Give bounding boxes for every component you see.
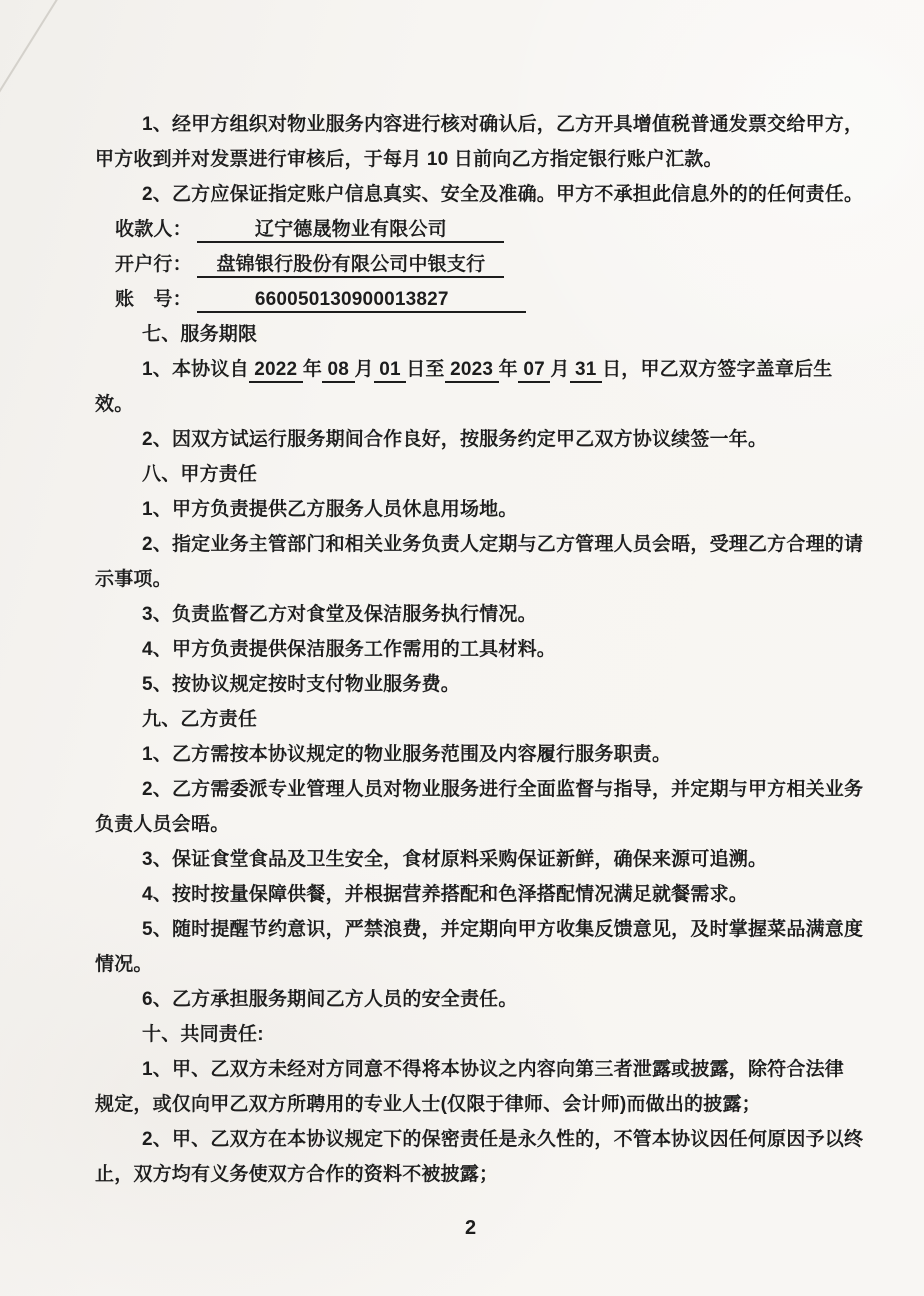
clause-joint-1 [95, 1052, 885, 1087]
account-field [95, 282, 885, 317]
section-7-heading [95, 317, 885, 352]
clause-partyB-2-cont [95, 807, 885, 842]
clause-partyB-1 [95, 737, 885, 772]
clause-partyB-3 [95, 842, 885, 877]
clause-partyB-5 [95, 912, 885, 947]
clause-term-1 [95, 352, 885, 387]
text-segment: 2、甲、乙双方在本协议规定下的保密责任是永久性的，不管本协议因任何原因予以终 [142, 1129, 864, 1150]
payee-field [95, 212, 885, 247]
text-segment: 八、甲方责任 [142, 464, 258, 485]
text-segment: 效。 [95, 394, 134, 415]
clause-payment-1 [95, 107, 885, 142]
clause-payment-2 [95, 177, 885, 212]
filled-blank-value: 660050130900013827 [197, 289, 525, 313]
text-segment: 4、按时按量保障供餐，并根据营养搭配和色泽搭配情况满足就餐需求。 [142, 884, 748, 905]
text-segment: 负责人员会晤。 [95, 814, 230, 835]
clause-payment-1-cont [95, 142, 885, 177]
text-segment: 九、乙方责任 [142, 709, 258, 730]
text-segment: 年 [302, 359, 323, 380]
text-segment: 示事项。 [95, 569, 172, 590]
text-segment: 日至 [406, 359, 445, 380]
bank-field [95, 247, 885, 282]
scan-crease-artifact [0, 0, 72, 114]
filled-blank-value: 01 [374, 359, 407, 383]
filled-blank-value: 31 [570, 359, 603, 383]
text-segment: 月 [354, 359, 374, 380]
text-segment: 1、甲、乙双方未经对方同意不得将本协议之内容向第三者泄露或披露，除符合法律 [142, 1059, 844, 1080]
clause-partyA-1 [95, 492, 885, 527]
text-segment: 情况。 [95, 954, 153, 975]
clause-partyA-4 [95, 632, 885, 667]
text-segment: 1、乙方需按本协议规定的物业服务范围及内容履行服务职责。 [142, 744, 672, 765]
filled-blank-value: 辽宁德晟物业有限公司 [197, 219, 504, 243]
filled-blank-value: 盘锦银行股份有限公司中银支行 [197, 254, 504, 278]
clause-term-1-cont [95, 387, 885, 422]
page-number: 2 [465, 1217, 477, 1239]
text-segment: 收款人： [115, 219, 198, 240]
filled-blank-value: 2023 [445, 359, 499, 383]
text-segment: 账 号： [115, 289, 198, 310]
text-segment: 2、指定业务主管部门和相关业务负责人定期与乙方管理人员会晤，受理乙方合理的请 [142, 534, 864, 555]
text-segment: 止，双方均有义务使双方合作的资料不被披露； [95, 1164, 499, 1185]
text-segment: 月 [550, 359, 570, 380]
clause-partyA-2-cont [95, 562, 885, 597]
section-9-heading [95, 702, 885, 737]
clause-term-2 [95, 422, 885, 457]
clause-joint-2-cont [95, 1157, 885, 1192]
text-segment: 3、负责监督乙方对食堂及保洁服务执行情况。 [142, 604, 537, 625]
text-segment: 6、乙方承担服务期间乙方人员的安全责任。 [142, 989, 518, 1010]
text-segment: 1、甲方负责提供乙方服务人员休息用场地。 [142, 499, 518, 520]
filled-blank-value: 08 [322, 359, 355, 383]
text-segment: 2、乙方需委派专业管理人员对物业服务进行全面监督与指导，并定期与甲方相关业务 [142, 779, 864, 800]
section-10-heading [95, 1017, 885, 1052]
clause-partyB-2 [95, 772, 885, 807]
text-segment: 2、因双方试运行服务期间合作良好，按服务约定甲乙双方协议续签一年。 [142, 429, 768, 450]
clause-partyB-6 [95, 982, 885, 1017]
text-segment: 开户行： [115, 254, 198, 275]
filled-blank-value: 07 [518, 359, 551, 383]
clause-partyA-5 [95, 667, 885, 702]
clause-joint-2 [95, 1122, 885, 1157]
text-segment: 2、乙方应保证指定账户信息真实、安全及准确。甲方不承担此信息外的的任何责任。 [142, 184, 864, 205]
text-segment: 规定，或仅向甲乙双方所聘用的专业人士(仅限于律师、会计师)而做出的披露； [95, 1094, 761, 1115]
clause-partyA-3 [95, 597, 885, 632]
text-segment: 5、按协议规定按时支付物业服务费。 [142, 674, 460, 695]
text-segment: 5、随时提醒节约意识，严禁浪费，并定期向甲方收集反馈意见，及时掌握菜品满意度 [142, 919, 864, 940]
clause-partyB-4 [95, 877, 885, 912]
document-lines [95, 107, 885, 1192]
clause-partyA-2 [95, 527, 885, 562]
text-segment: 3、保证食堂食品及卫生安全，食材原料采购保证新鲜，确保来源可追溯。 [142, 849, 768, 870]
clause-partyB-5-cont [95, 947, 885, 982]
text-segment: 七、服务期限 [142, 324, 258, 345]
filled-blank-value: 2022 [249, 359, 303, 383]
text-segment: 十、共同责任: [142, 1024, 264, 1045]
section-8-heading [95, 457, 885, 492]
text-segment: 1、经甲方组织对物业服务内容进行核对确认后，乙方开具增值税普通发票交给甲方， [142, 114, 864, 135]
text-segment: 1、本协议自 [142, 359, 249, 380]
text-segment: 甲方收到并对发票进行审核后，于每月 10 日前向乙方指定银行账户汇款。 [95, 149, 723, 170]
text-segment: 4、甲方负责提供保洁服务工作需用的工具材料。 [142, 639, 556, 660]
text-segment: 年 [498, 359, 518, 380]
text-segment: 日，甲乙双方签字盖章后生 [602, 359, 833, 380]
clause-joint-1-cont [95, 1087, 885, 1122]
